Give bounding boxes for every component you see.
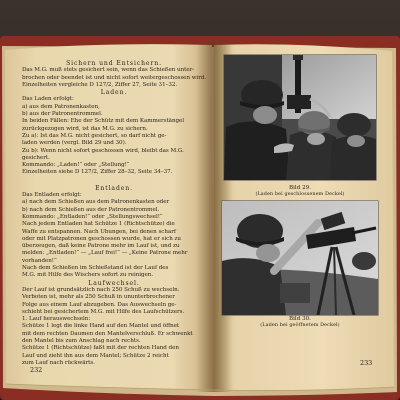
- text-line: Waffe zu entspannen. Nach Übungen, bei denen scharf: [22, 228, 176, 235]
- text-line: Zu b): Wenn nicht sofort geschossen wird, bleibt das M.G.: [22, 147, 184, 154]
- text-line: vorhanden!“: [22, 257, 57, 264]
- photo-bild-30-image: [222, 201, 378, 315]
- text-line: Nach jedem Entladen hat Schütze 1 (Richtschütze) die: [22, 221, 175, 228]
- text-line: Das M.G. muß stets gesichert sein, wenn das Schießen unter-: [22, 67, 195, 74]
- text-line: schieht bei gesichertem M.G. mit Hilfe des Laufschützers.: [22, 308, 185, 315]
- ammo-box: [280, 283, 310, 303]
- text-line: Lauf und zieht ihn aus dem Mantel; Schütze 2 reicht: [22, 352, 169, 359]
- text-line: Der Lauf ist grundsätzlich nach 250 Schuß zu wechseln.: [22, 286, 180, 293]
- photo-bild-29-image: [224, 55, 376, 180]
- text-line: zurückgezogen wird, ist das M.G. zu sichern.: [22, 125, 148, 132]
- text-line: b) aus der Patronentrommel.: [22, 111, 103, 118]
- text-line: laden werden (vergl. Bild 29 und 30).: [22, 140, 127, 147]
- helmet-right: [352, 252, 376, 270]
- text-line: Folge aus einem Lauf abzugeben. Das Auswechseln ge-: [22, 301, 177, 308]
- text-line: Das Entladen erfolgt:: [22, 192, 82, 199]
- text-line: melden: „Entladen!“ — „Lauf frei!“ — „Keine Patrone mehr: [22, 250, 188, 257]
- text-line: M.G. mit Hilfe des Wischers sofort zu reinigen.: [22, 272, 154, 279]
- text-line: a) aus dem Patronenkasten,: [22, 103, 100, 110]
- section-heading: Sichern und Entsichern.: [66, 60, 162, 67]
- text-line: Einzelheiten vergleiche D 127/2, Ziffer 27, Seite 31–32.: [22, 81, 178, 88]
- text-line: zum Lauf nach rückwärts.: [22, 359, 95, 366]
- text-line: Kommando: „Entladen!“ oder „Stellungswechsel!“: [22, 213, 163, 220]
- text-line: brochen oder beendet ist und nicht sofort weitergeschossen wird.: [22, 74, 206, 81]
- text-line: In beiden Fällen: Ehe der Schütz mit dem Kammerstängel: [22, 118, 185, 125]
- text-line: überzeugen, daß keine Patrone mehr im Lauf ist, und zu: [22, 243, 180, 250]
- left-page-text: [22, 60, 206, 367]
- section-heading: Laden.: [100, 89, 128, 97]
- photo-bild-29: [224, 55, 376, 180]
- section-heading: Laufwechsel.: [88, 279, 140, 287]
- text-line: Zu a): Ist das M.G. nicht gesichert, so darf nicht ge-: [22, 132, 167, 139]
- section-4: [22, 280, 206, 368]
- text-line: gesichert.: [22, 154, 50, 161]
- text-line: oder mit Platzpatronen geschossen wurde, hat er sich zu: [22, 235, 181, 242]
- section-2: [22, 89, 206, 177]
- text-line: a) nach dem Schießen aus dem Patronenkasten oder: [22, 199, 170, 206]
- text-line: Schütze 1 (Richtschütze) faßt mit der rechten Hand den: [22, 345, 179, 352]
- text-line: 1. Lauf herauswechseln:: [22, 316, 91, 323]
- text-line: Verboten ist, mehr als 250 Schuß in ununterbrochener: [22, 294, 175, 301]
- text-line: Kommando: „Laden!“ oder „Stellung!“: [22, 162, 130, 169]
- section-1: [22, 60, 206, 89]
- figure-caption-bild-29: (Laden bei geschlossenem Deckel): [255, 191, 345, 197]
- section-3: [22, 185, 206, 280]
- figure-label-bild-29: Bild 29.: [289, 185, 311, 191]
- left-page-number: 232: [30, 366, 43, 374]
- figure-label-bild-30: Bild 30.: [289, 316, 311, 322]
- text-line: mit dem rechten Daumen den Mantelverschluß. Er schwenkt: [22, 330, 193, 337]
- text-line: Nach dem Schießen im Schießstand ist der Lauf des: [22, 265, 169, 272]
- text-line: Das Laden erfolgt:: [22, 96, 74, 103]
- text-line: den Mantel bis zum Anschlag nach rechts.: [22, 337, 141, 344]
- text-line: b) nach dem Schießen aus der Patronentrommel.: [22, 206, 160, 213]
- section-heading: Entladen.: [95, 184, 133, 192]
- text-line: Schütze 1 legt die linke Hand auf den Mantel und öffnet: [22, 323, 180, 330]
- figure-caption-bild-30: (Laden bei geöffnetem Deckel): [260, 322, 340, 328]
- right-page-number: 233: [360, 359, 373, 367]
- text-line: Einzelheiten siehe D 127/2, Ziffer 28–32, Seite 34–37.: [22, 169, 173, 176]
- photo-bild-30: [222, 201, 378, 315]
